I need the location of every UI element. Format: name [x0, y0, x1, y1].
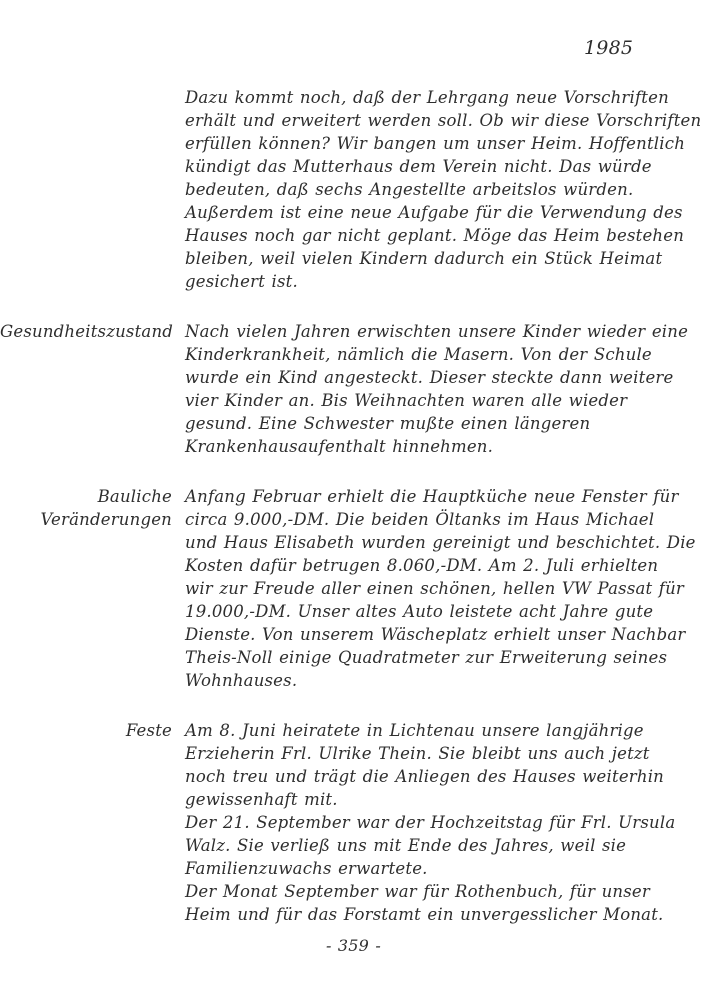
text-line: Kinderkrankheit, nämlich die Masern. Von der Schule	[185, 345, 652, 364]
section-label	[0, 320, 185, 343]
text-line: Heim und für das Forstamt ein unvergesslicher Monat.	[185, 905, 664, 924]
text-line: Nach vielen Jahren erwischten unsere Kinder wieder eine	[185, 322, 689, 341]
section-label-line: Gesundheitszustand	[0, 322, 174, 341]
text-line: Außerdem ist eine neue Aufgabe für die Verwendung des	[185, 203, 683, 222]
text-line: 19.000,-DM. Unser altes Auto leistete acht Jahre gute	[185, 602, 654, 621]
text-line: Anfang Februar erhielt die Hauptküche neue Fenster für	[185, 487, 679, 506]
text-line: Walz. Sie verließ uns mit Ende des Jahres, weil sie	[185, 836, 627, 855]
chronicle-section	[0, 86, 707, 293]
chronicle-section	[0, 320, 707, 458]
section-text	[185, 485, 696, 692]
page-number: - 359 -	[326, 936, 381, 955]
section-label	[0, 485, 185, 531]
section-text	[185, 719, 676, 926]
section-label-line: Feste	[125, 721, 172, 740]
text-line: gewissenhaft mit.	[185, 790, 338, 809]
text-line: erfüllen können? Wir bangen um unser Heim. Hoffentlich	[185, 134, 686, 153]
text-line: Kosten dafür betrugen 8.060,-DM. Am 2. Juli erhielten	[185, 556, 659, 575]
text-line: Dazu kommt noch, daß der Lehrgang neue Vorschriften	[185, 88, 669, 107]
text-line: Erzieherin Frl. Ulrike Thein. Sie bleibt uns auch jetzt	[185, 744, 650, 763]
text-line: Wohnhauses.	[185, 671, 298, 690]
chronicle-section	[0, 485, 707, 692]
year-heading: 1985	[584, 37, 634, 59]
text-line: Theis-Noll einige Quadratmeter zur Erweiterung seines	[185, 648, 668, 667]
text-line: bleiben, weil vielen Kindern dadurch ein Stück Heimat	[185, 249, 663, 268]
chronicle-section	[0, 719, 707, 926]
text-line: kündigt das Mutterhaus dem Verein nicht. Das würde	[185, 157, 652, 176]
section-text	[185, 320, 689, 458]
text-line: bedeuten, daß sechs Angestellte arbeitslos würden.	[185, 180, 634, 199]
text-line: Dienste. Von unserem Wäscheplatz erhielt unser Nachbar	[185, 625, 686, 644]
text-line: gesund. Eine Schwester mußte einen längeren	[185, 414, 591, 433]
section-label-line: Bauliche	[97, 487, 172, 506]
section-label	[0, 719, 185, 742]
text-line: erhält und erweitert werden soll. Ob wir diese Vorschriften	[185, 111, 702, 130]
text-line: Hauses noch gar nicht geplant. Möge das Heim bestehen	[185, 226, 685, 245]
section-label-line: Veränderungen	[40, 510, 172, 529]
document-content	[0, 86, 707, 953]
text-line: wir zur Freude aller einen schönen, hellen VW Passat für	[185, 579, 685, 598]
text-line: Der Monat September war für Rothenbuch, für unser	[185, 882, 650, 901]
text-line: noch treu und trägt die Anliegen des Hauses weiterhin	[185, 767, 665, 786]
text-line: circa 9.000,-DM. Die beiden Öltanks im Haus Michael	[185, 510, 655, 529]
text-line: Familienzuwachs erwartete.	[185, 859, 428, 878]
text-line: Am 8. Juni heiratete in Lichtenau unsere langjährige	[185, 721, 644, 740]
text-line: und Haus Elisabeth wurden gereinigt und beschichtet. Die	[185, 533, 696, 552]
text-line: Krankenhausaufenthalt hinnehmen.	[185, 437, 494, 456]
text-line: gesichert ist.	[185, 272, 298, 291]
section-text	[185, 86, 702, 293]
text-line: wurde ein Kind angesteckt. Dieser steckte dann weitere	[185, 368, 674, 387]
text-line: vier Kinder an. Bis Weihnachten waren alle wieder	[185, 391, 628, 410]
text-line: Der 21. September war der Hochzeitstag für Frl. Ursula	[185, 813, 676, 832]
